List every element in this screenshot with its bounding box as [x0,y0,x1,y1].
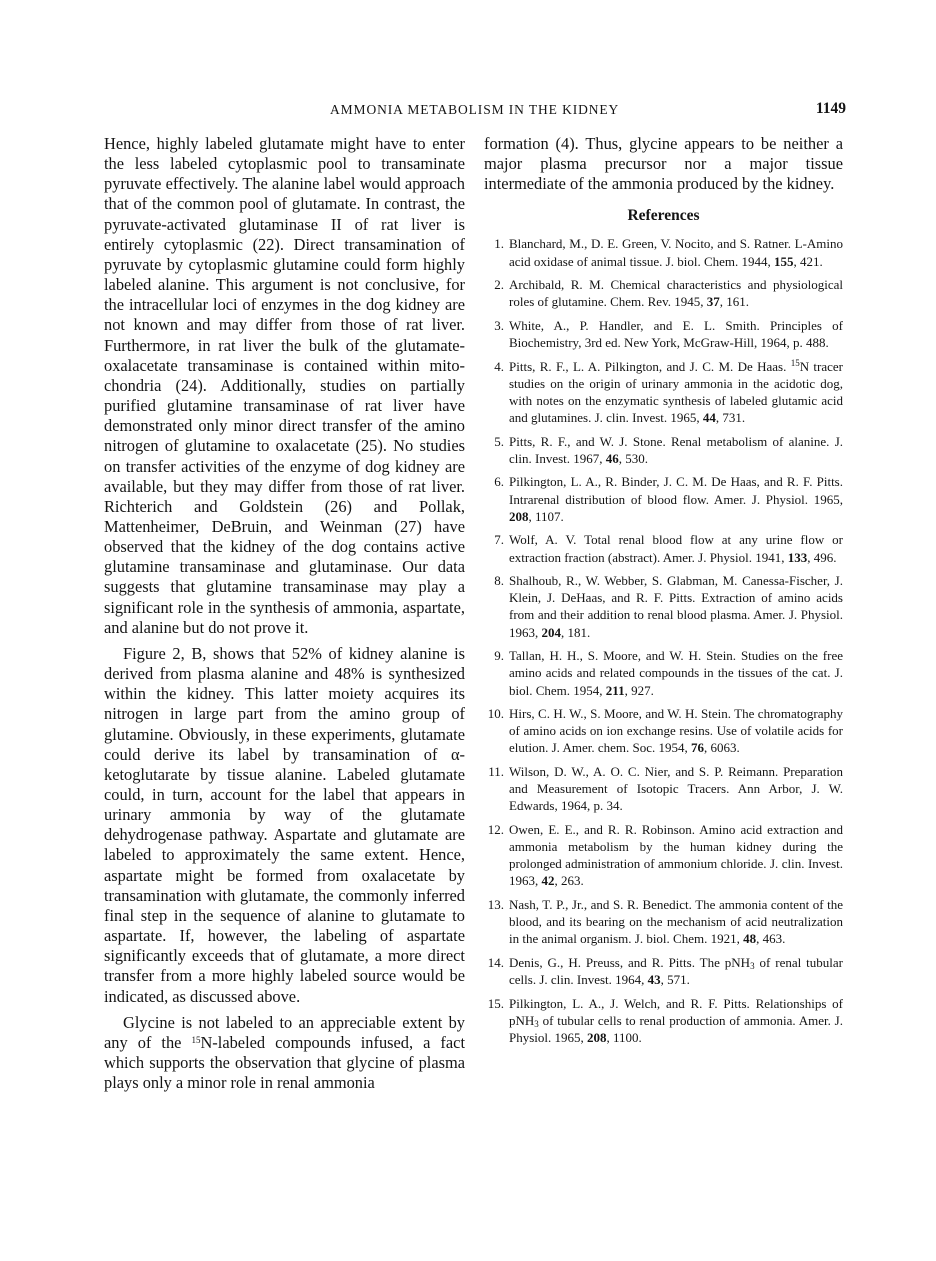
reference-text [509,318,843,350]
reference-superscript: 15 [790,357,800,368]
reference-text [509,822,843,889]
right-column [484,134,843,1052]
reference-text [509,573,843,640]
reference-pages: , 731. [715,410,746,426]
reference-subscript: 3 [750,960,755,971]
reference-number: 15. [487,995,504,1011]
reference-number: 1. [494,236,504,252]
reference-citation: Wilson, D. W., A. O. C. Nier, and S. P. Reimann. Preparation and Measurement of Isotopic Tracers. Ann Arbor, J. W. Edwards, 1964, p. 34. [509,763,843,814]
reference-pages: , 1107. [528,508,564,524]
reference-number: 7. [494,532,504,548]
reference-citation: Pilkington, L. A., J. Welch, and R. F. Pitts. Relationships of pNH [509,995,843,1028]
reference-pages: , 1100. [606,1029,642,1045]
page-number: 1149 [815,100,846,117]
reference-citation: Blanchard, M., D. E. Green, V. Nocito, and S. Ratner. L-Amino acid oxidase of animal tissue. J. biol. Chem. 1944, [509,236,843,269]
reference-item [484,235,843,269]
reference-citation: Denis, G., H. Preuss, and R. Pitts. The pNH [509,954,751,970]
reference-text [509,648,843,697]
reference-item [484,276,843,310]
reference-volume: 76 [690,740,704,756]
reference-number: 5. [494,433,504,449]
reference-citation: Pitts, R. F., L. A. Pilkington, and J. C. M. De Haas. [509,358,791,374]
reference-text [509,277,843,309]
reference-volume: 208 [587,1029,607,1045]
reference-citation: White, A., P. Handler, and E. L. Smith. Principles of Biochemistry, 3rd ed. New York, McGraw-Hill, 1964, p. 488. [509,317,843,351]
reference-citation-continued: N tracer studies on the origin of urinary ammonia in the acidotic dog, with notes on the enzymatic synthesis of labeled glutamic acid and glutamines. J. clin. Invest. 1965, [509,358,844,426]
paragraph-1: Hence, highly labeled glutamate might have to enter the less labeled cytoplasmic pool to transaminate pyruvate effectively. The alanine label would approach that of the common pool of glutamate. In contrast, the pyruvate-activated glutaminase II of rat liver is entirely cytoplasmic (22). Direct transamination of pyruvate by cytoplasmic glutamine could form highly labeled alanine. This argument is not conclusive, for the intracellular loci of enzymes in the dog kidney are not known and may differ from those of rat liver. Furthermore, in rat liver the bulk of the glutamate-oxalacetate transaminase is contained within mitochondria (24). Additionally, studies on partially purified glutamine transaminase of rat liver have demonstrated only minor direct transfer of the amino nitrogen of glutamine to oxalacetate (25). No studies on transfer activities of the enzyme of dog kidney are available, but they may differ from those of rat liver. Richterich and Goldstein (26) and Pollak, Mattenheimer, DeBruin, and Weinman (27) have observed that the kidney of the dog contains active glutamine transaminase and glutaminase. Our data suggests that glutamine transaminase may play a significant role in the synthesis of ammonia, aspartate, and alanine but do not prove it. [104,134,465,637]
reference-number: 14. [487,954,504,970]
isotope-superscript: 15 [191,1034,201,1045]
reference-pages: , 530. [618,450,649,466]
reference-text [509,897,843,946]
reference-number: 3. [494,317,504,333]
paragraph-continuation: formation (4). Thus, glycine appears to be neither a major plasma precursor nor a major tissue intermediate of the ammonia produced by the kidney. [484,134,843,194]
reference-number: 2. [494,277,504,293]
reference-volume: 48 [743,931,757,947]
reference-pages: , 421. [793,253,823,269]
reference-citation: Owen, E. E., and R. R. Robinson. Amino acid extraction and ammonia metabolism by the human kidney during the prolonged administration of ammonium chloride. J. clin. Invest. 1963, [509,821,843,889]
reference-citation-continued: of renal tubular cells. J. clin. Invest. 1964, [509,954,844,988]
reference-number: 6. [494,474,504,490]
reference-number: 4. [494,358,504,374]
reference-citation: Pilkington, L. A., R. Binder, J. C. M. De Haas, and R. F. Pitts. Intrarenal distribution of blood flow. Amer. J. Physiol. 1965, [509,474,843,507]
paragraph-3-end: N-labeled compounds infused, a fact which supports the observation that glycine of plasma plays only a minor role in renal ammonia [104,1032,465,1093]
reference-text [509,434,843,466]
reference-number: 10. [487,706,504,722]
reference-item [484,896,843,948]
reference-number: 13. [487,896,504,912]
reference-text [509,764,843,813]
reference-item [484,531,843,565]
reference-volume: 43 [647,972,661,988]
reference-pages: , 181. [561,624,591,640]
reference-pages: , 571. [660,972,690,988]
reference-volume: 37 [706,294,720,310]
reference-pages: , 6063. [703,740,740,756]
reference-item [484,763,843,815]
reference-citation: Nash, T. P., Jr., and S. R. Benedict. The ammonia content of the blood, and its bearing on the mechanism of acid neutralization in the animal organism. J. biol. Chem. 1921, [509,896,843,947]
reference-item [484,821,843,890]
reference-text [509,955,843,987]
reference-pages: , 927. [624,682,654,698]
reference-item [484,473,843,525]
reference-item [484,954,843,988]
reference-pages: , 161. [719,294,749,310]
reference-text [509,996,843,1045]
paragraph-3 [104,1013,465,1094]
reference-volume: 44 [702,410,716,426]
reference-item [484,358,843,427]
reference-volume: 155 [774,253,794,269]
reference-volume: 208 [509,508,529,524]
reference-volume: 204 [541,624,561,640]
reference-number: 11. [488,763,504,779]
page-header [104,100,846,124]
reference-citation: Pitts, R. F., and W. J. Stone. Renal metabolism of alanine. J. clin. Invest. 1967, [509,433,843,466]
reference-item [484,572,843,641]
reference-text [509,474,843,523]
reference-citation: Archibald, R. M. Chemical characteristics and physiological roles of glutamine. Chem. Rev. 1945, [509,277,843,310]
reference-item [484,995,843,1047]
reference-text [509,532,843,564]
reference-pages: , 463. [756,931,786,947]
reference-citation: Wolf, A. V. Total renal blood flow at any urine flow or extraction fraction (abstract). Amer. J. Physiol. 1941, [509,532,843,565]
reference-number: 8. [494,573,504,588]
reference-item [484,433,843,467]
reference-text [509,706,843,755]
reference-citation-continued: of tubular cells to renal production of ammonia. Amer. J. Physiol. 1965, [509,1012,843,1045]
paragraph-3-start: Glycine is not labeled to an appreciable extent by any of the [104,1012,465,1052]
reference-list [484,235,843,1046]
reference-volume: 133 [787,549,808,565]
left-column [104,134,465,1093]
reference-volume: 42 [541,873,555,889]
reference-volume: 211 [605,682,625,698]
reference-volume: 46 [605,450,619,466]
reference-text [509,359,843,426]
reference-item [484,317,843,351]
reference-number: 12. [487,821,504,837]
paragraph-2: Figure 2, B, shows that 52% of kidney alanine is derived from plasma alanine and 48% is synthesized within the kidney. This latter moiety acquires its nitrogen in large part from the amino group of glutamine. Obviously, in these experiments, glutamate could derive its label by transamination of α-ketoglutarate by tissue alanine. Labeled glutamate could, in turn, account for the label that appears in urinary ammonia by way of the glutamate dehydrogenase pathway. Aspartate and glutamate are labeled to approximately the same extent. Hence, aspartate might be formed from oxalacetate by transamination with glutamate, the commonly inferred final step in the sequence of alanine to glutamate to aspartate. If, however, the labeling of aspartate significantly exceeds that of glutamate, a more direct transfer from a more highly labeled source would be indicated, as discussed above. [104,643,465,1006]
reference-number: 9. [494,648,504,664]
running-title: AMMONIA METABOLISM IN THE KIDNEY [330,102,620,117]
reference-item [484,705,843,757]
reference-citation: Tallan, H. H., S. Moore, and W. H. Stein. Studies on the free amino acids and related compounds in the tissues of the cat. J. biol. Chem. 1954, [509,648,843,698]
reference-pages: , 263. [554,873,584,889]
references-heading: References [627,207,700,225]
reference-item [484,647,843,699]
reference-citation: Shalhoub, R., W. Webber, S. Glabman, M. Canessa-Fischer, J. Klein, J. DeHaas, and R. F. Pitts. Extraction of amino acids from and their addition to renal blood plasma. Amer. J. Physiol. 1963, [509,573,843,640]
reference-subscript: 3 [534,1018,539,1029]
reference-text [509,236,843,268]
reference-pages: , 496. [807,549,837,565]
reference-citation: Hirs, C. H. W., S. Moore, and W. H. Stein. The chromatography of amino acids on ion exchange resins. Use of volatile acids for elution. J. Amer. chem. Soc. 1954, [509,706,843,756]
